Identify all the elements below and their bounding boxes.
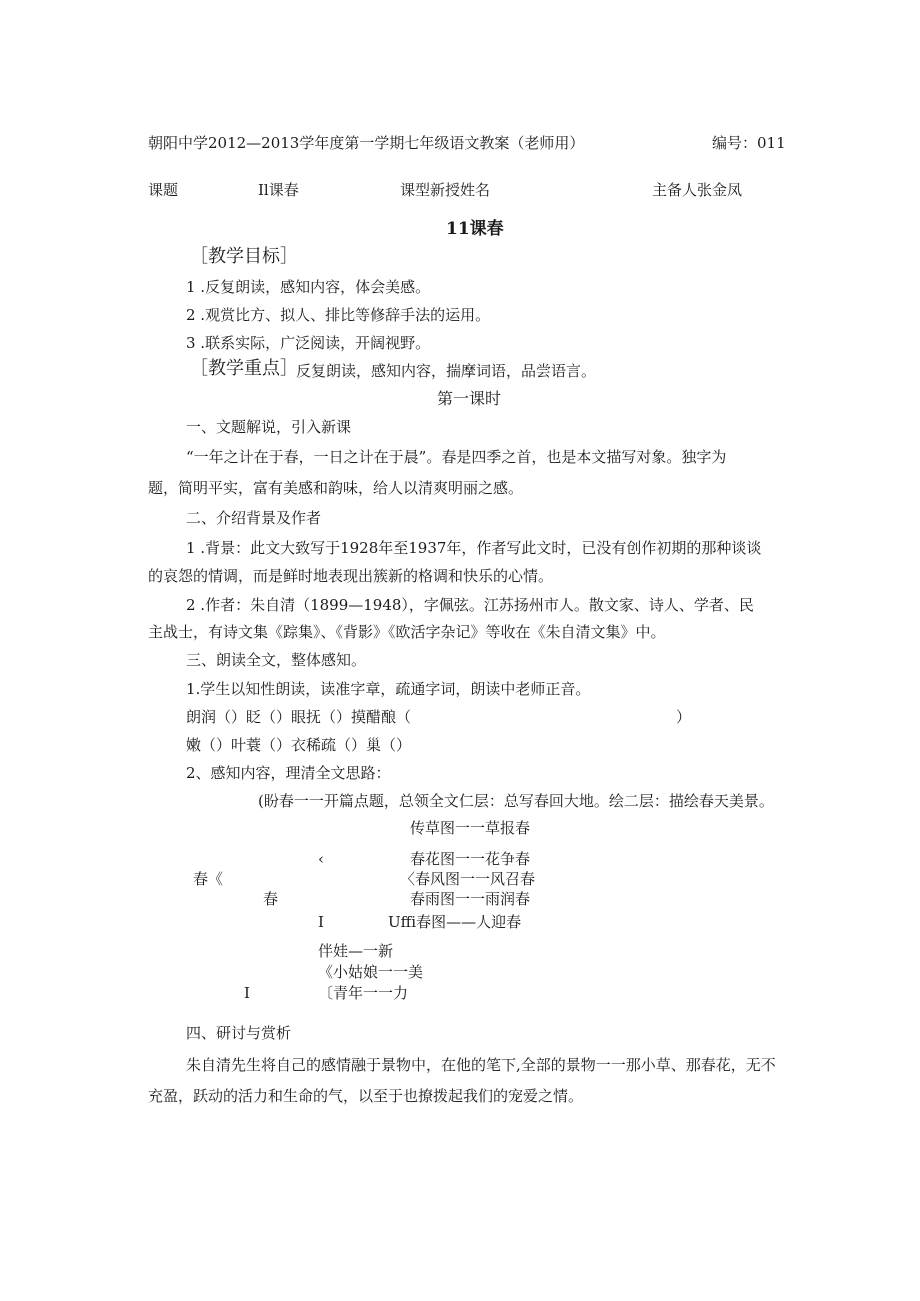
outline-bracket-mark: I	[244, 984, 250, 1002]
outline-welcome: Uffi春图——人迎春	[388, 913, 522, 931]
author-line1: 2 .作者：朱自清（1899—1948），字佩弦。江苏扬州市人。散文家、诗人、学者、民	[186, 596, 754, 614]
outline-spring-mid: 春	[263, 890, 279, 908]
topic-label: 课题	[148, 181, 179, 199]
author-line2: 主战士，有诗文集《踪集》、《背影》《欧活字杂记》等收在《朱自清文集》中。	[148, 623, 666, 641]
section3-item1: 1.学生以知性朗读，读准字章，疏通字词，朗读中老师正音。	[186, 680, 591, 698]
section3-heading: 三、朗读全文，整体感知。	[186, 651, 367, 669]
outline-youth: 〔青年一一力	[318, 984, 409, 1002]
section4-para-line1: 朱自清先生将自己的感情融于景物中，在他的笔下,全部的景物一一那小草、那春花，无不	[186, 1056, 776, 1074]
lesson-title: 11课春	[446, 219, 504, 239]
goals-heading: ［教学目标］	[190, 246, 298, 267]
goal-item: 1 .反复朗读，感知内容，体会美感。	[186, 278, 431, 296]
section1-para-line2: 题，简明平实，富有美感和韵味，给人以清爽明丽之感。	[148, 479, 524, 497]
section1-para-line1: “一年之计在于春，一日之计在于晨”。春是四季之首，也是本文描写对象。独字为	[186, 448, 727, 466]
topic-value: Il课春	[258, 181, 299, 199]
outline-root: 春《	[193, 870, 224, 888]
type-name: 课型新授姓名	[400, 181, 491, 199]
goal-item: 3 .联系实际，广泛阅读，开阔视野。	[186, 334, 431, 352]
outline-girl: 《小姑娘一一美	[318, 963, 424, 981]
word-pronunciation-row: 朗润（）眨（）眼抚（）摸醋酿（	[186, 708, 412, 726]
outline-bracket-mark: ‹	[318, 850, 324, 868]
word-pronunciation-row-close: ）	[676, 708, 692, 726]
goal-item: 2 .观赏比方、拟人、排比等修辞手法的运用。	[186, 306, 491, 324]
background-line1: 1 .背景：此文大致写于1928年至1937年，作者写此文时，已没有创作初期的那种谈谈	[186, 539, 762, 557]
school-title: 朝阳中学2012—2013学年度第一学期七年级语文教案（老师用）	[148, 134, 585, 152]
key-points-text: 反复朗读，感知内容，揣摩词语，品尝语言。	[296, 362, 597, 380]
preparer: 主备人张金凤	[652, 181, 743, 199]
word-pronunciation-row: 嫩（）叶蓑（）衣稀疏（）巢（）	[186, 736, 412, 754]
section4-heading: 四、研讨与赏析	[186, 1024, 292, 1042]
section3-item2: 2、感知内容，理清全文思路：	[186, 764, 391, 782]
background-line2: 的哀怨的情调，而是鲜时地表现出簇新的格调和快乐的心情。	[148, 567, 554, 585]
outline-line1: (盼春一一开篇点题，总领全文仁层：总写春回大地。绘二层：描绘春天美景。	[258, 792, 774, 810]
lesson-code: 编号：011	[712, 134, 786, 152]
outline-grass: 传草图一一草报春	[410, 819, 531, 837]
outline-rain: 春雨图一一雨润春	[410, 890, 531, 908]
section2-heading: 二、介绍背景及作者	[186, 509, 322, 527]
section4-para-line2: 充盈，跃动的活力和生命的气，以至于也撩拨起我们的宠爱之情。	[148, 1087, 584, 1105]
period-title: 第一课时	[437, 389, 502, 408]
outline-flower: 春花图一一花争春	[410, 850, 531, 868]
outline-baby: 伴娃—一新	[318, 942, 394, 960]
outline-wind: 〈春风图一一风召春	[400, 870, 536, 888]
section1-heading: 一、文题解说，引入新课	[186, 418, 352, 436]
key-points-heading: ［教学重点］	[190, 358, 298, 379]
outline-bracket-mark: I	[318, 913, 324, 931]
